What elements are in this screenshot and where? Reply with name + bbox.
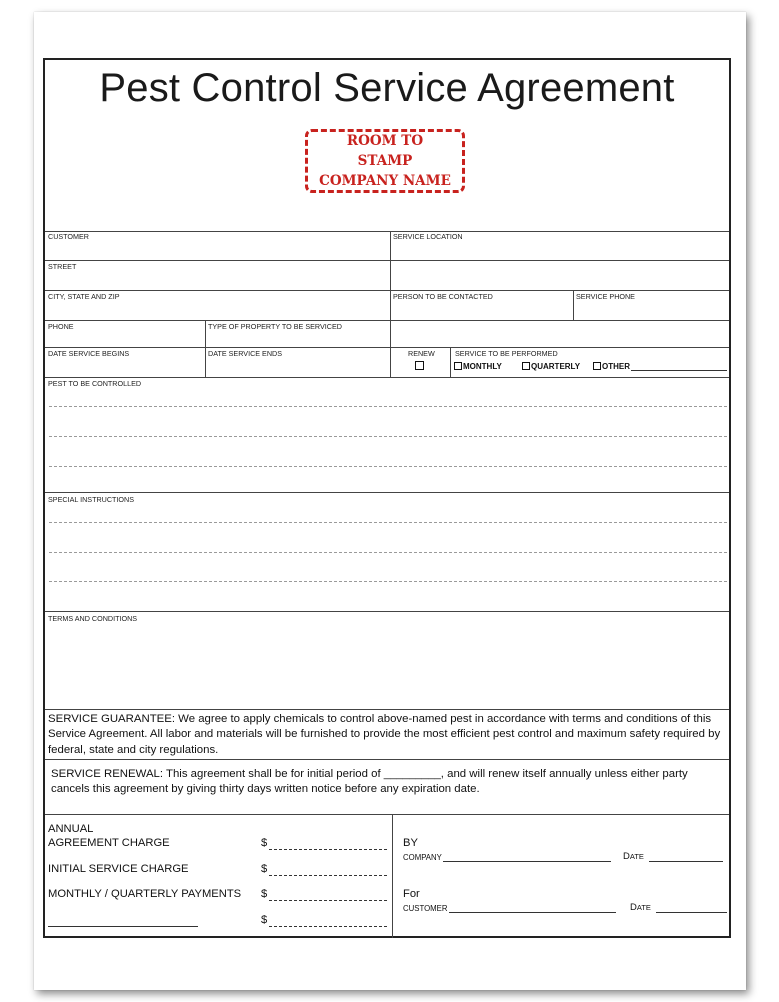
pest-label: PEST TO BE CONTROLLED	[48, 379, 142, 388]
currency-sign: $	[261, 914, 268, 926]
renew-checkbox[interactable]	[415, 361, 424, 370]
currency-sign: $	[261, 837, 268, 849]
by-label: BY	[403, 837, 418, 849]
stamp-line-2: STAMP	[357, 153, 413, 169]
rule	[45, 377, 729, 378]
currency-sign: $	[261, 888, 268, 900]
checkbox-icon	[593, 362, 601, 370]
property-type-label: TYPE OF PROPERTY TO BE SERVICED	[208, 322, 342, 331]
rule	[573, 290, 574, 320]
rule	[390, 231, 391, 377]
checkbox-icon	[522, 362, 530, 370]
custom-charge-label-line[interactable]	[48, 926, 198, 927]
service-guarantee-text: SERVICE GUARANTEE: We agree to apply chemicals to control above-named pest in accordance with terms and conditions of this Service Agreement. All labor and materials will be furnished to provide the most efficient pest control and maximum safety required by federal, state and city regulations.	[48, 713, 721, 756]
other-label: OTHER	[602, 362, 630, 371]
rule	[205, 320, 206, 377]
other-option[interactable]	[593, 362, 630, 371]
service-phone-label: SERVICE PHONE	[576, 292, 635, 301]
company-date-line[interactable]	[649, 861, 723, 862]
customer-date-label: DATE	[630, 902, 651, 913]
customer-sign-label: CUSTOMER	[403, 904, 448, 913]
city-state-zip-label: CITY, STATE AND ZIP	[48, 292, 120, 301]
phone-label: PHONE	[48, 322, 74, 331]
customer-signature-line[interactable]	[449, 912, 616, 913]
special-writing-line[interactable]	[49, 581, 727, 582]
pest-writing-line[interactable]	[49, 466, 727, 467]
rule	[392, 814, 393, 938]
initial-charge-line[interactable]	[269, 875, 387, 876]
customer-label: CUSTOMER	[48, 232, 89, 241]
service-performed-label: SERVICE TO BE PERFORMED	[455, 349, 558, 358]
rule	[45, 320, 729, 321]
for-label: For	[403, 888, 420, 900]
checkbox-icon	[454, 362, 462, 370]
rule	[450, 347, 451, 377]
customer-date-line[interactable]	[656, 912, 727, 913]
rule	[45, 260, 729, 261]
person-contacted-label: PERSON TO BE CONTACTED	[393, 292, 493, 301]
pest-writing-line[interactable]	[49, 436, 727, 437]
rule	[45, 492, 729, 493]
rule	[45, 814, 729, 815]
street-label: STREET	[48, 262, 77, 271]
monthly-option[interactable]	[454, 362, 502, 371]
special-writing-line[interactable]	[49, 522, 727, 523]
quarterly-label: QUARTERLY	[531, 362, 581, 371]
date-begins-label: DATE SERVICE BEGINS	[48, 349, 130, 358]
annual-charge-line[interactable]	[269, 849, 387, 850]
rule	[45, 231, 729, 232]
date-ends-label: DATE SERVICE ENDS	[208, 349, 283, 358]
company-stamp-placeholder	[305, 129, 465, 193]
renew-label: RENEW	[408, 349, 435, 358]
custom-charge-line[interactable]	[269, 926, 387, 927]
form-title: Pest Control Service Agreement	[99, 66, 675, 110]
company-date-label: DATE	[623, 851, 644, 862]
monthly-label: MONTHLY	[463, 362, 502, 371]
agreement-charge-label: AGREEMENT CHARGE	[48, 837, 170, 849]
stamp-line-3: COMPANY NAME	[319, 173, 451, 189]
company-label: COMPANY	[403, 853, 442, 862]
monthly-payments-label: MONTHLY / QUARTERLY PAYMENTS	[48, 888, 242, 900]
special-instructions-label: SPECIAL INSTRUCTIONS	[48, 495, 134, 504]
rule	[45, 611, 729, 612]
rule	[45, 290, 729, 291]
company-signature-line[interactable]	[443, 861, 611, 862]
currency-sign: $	[261, 863, 268, 875]
special-writing-line[interactable]	[49, 552, 727, 553]
service-location-label: SERVICE LOCATION	[393, 232, 463, 241]
rule	[45, 709, 729, 710]
annual-label: ANNUAL	[48, 823, 94, 835]
service-renewal-text: SERVICE RENEWAL: This agreement shall be for initial period of _________, and will renew itself annually unless either party cancels this agreement by giving thirty days written notice before any expiration date.	[51, 768, 688, 796]
rule	[45, 759, 729, 760]
monthly-payment-line[interactable]	[269, 900, 387, 901]
rule	[45, 347, 729, 348]
terms-label: TERMS AND CONDITIONS	[48, 614, 138, 623]
agreement-form	[43, 58, 731, 938]
other-blank-line	[631, 370, 727, 371]
stamp-line-1: ROOM TO	[346, 133, 424, 149]
initial-charge-label: INITIAL SERVICE CHARGE	[48, 863, 189, 875]
pest-writing-line[interactable]	[49, 406, 727, 407]
quarterly-option[interactable]	[522, 362, 580, 371]
